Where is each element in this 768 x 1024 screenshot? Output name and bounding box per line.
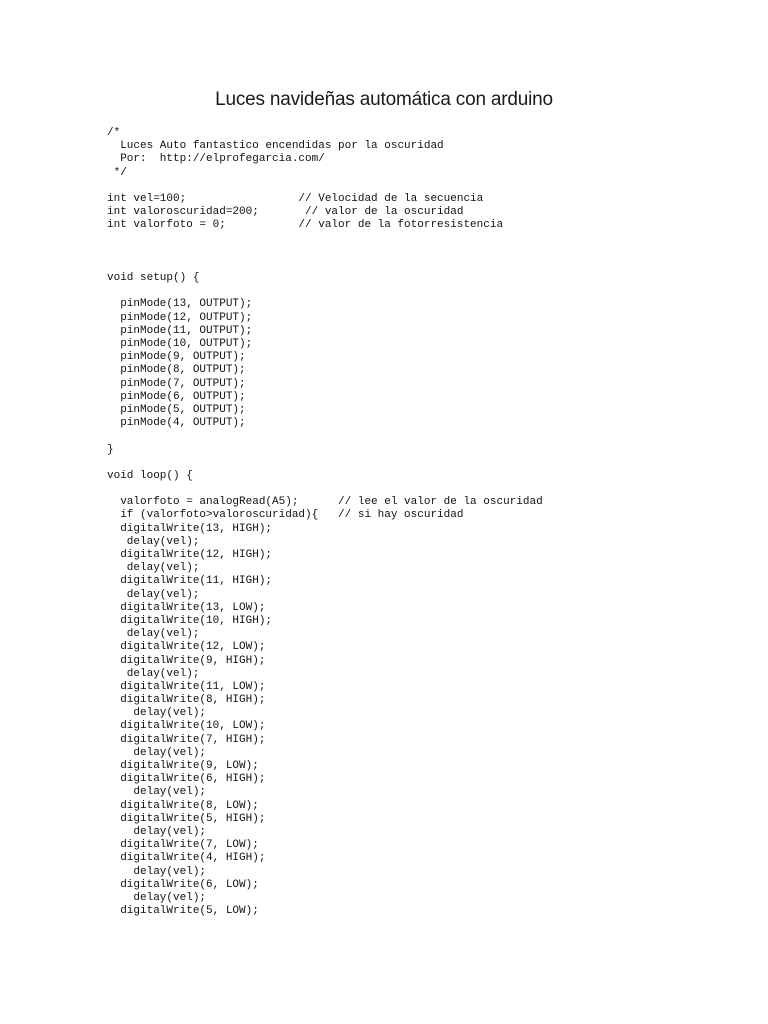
code-line: delay(vel); xyxy=(107,786,207,799)
code-line: delay(vel); xyxy=(107,562,200,575)
code-line: pinMode(12, OUTPUT); xyxy=(107,311,253,324)
code-line: digitalWrite(12, LOW); xyxy=(107,641,266,654)
code-line: int valoroscuridad=200; // valor de la oscuridad xyxy=(107,206,464,219)
code-line xyxy=(107,246,543,259)
code-line: delay(vel); xyxy=(107,535,200,548)
code-line: delay(vel); xyxy=(107,865,207,878)
code-line: */ xyxy=(107,166,127,179)
code-line: digitalWrite(12, HIGH); xyxy=(107,549,273,561)
code-line: digitalWrite(8, LOW); xyxy=(107,799,259,812)
code-line: void setup() { xyxy=(107,272,200,285)
code-line: delay(vel); xyxy=(107,667,200,680)
code-line: delay(vel); xyxy=(107,707,207,720)
code-line: delay(vel); xyxy=(107,588,200,601)
code-line: pinMode(4, OUTPUT); xyxy=(107,417,246,430)
code-line: valorfoto = analogRead(A5); // lee el valor de la oscuridad xyxy=(107,496,543,509)
code-line: digitalWrite(7, HIGH); xyxy=(107,733,266,746)
code-line: int valorfoto = 0; // valor de la fotorresistencia xyxy=(107,219,504,232)
code-line xyxy=(107,259,543,272)
code-line: digitalWrite(8, HIGH); xyxy=(107,694,266,707)
code-line: int vel=100; // Velocidad de la secuencia xyxy=(107,192,484,205)
code-block xyxy=(107,127,543,918)
code-line: digitalWrite(13, LOW); xyxy=(107,601,266,614)
code-line: digitalWrite(13, HIGH); xyxy=(107,522,273,535)
code-line: pinMode(13, OUTPUT); xyxy=(107,298,253,311)
code-line: digitalWrite(9, HIGH); xyxy=(107,654,266,667)
code-line: pinMode(6, OUTPUT); xyxy=(107,390,246,403)
code-line: delay(vel); xyxy=(107,746,207,759)
code-line: pinMode(11, OUTPUT); xyxy=(107,324,253,337)
code-line: digitalWrite(5, HIGH); xyxy=(107,812,266,825)
code-line: delay(vel); xyxy=(107,891,207,904)
code-line: pinMode(7, OUTPUT); xyxy=(107,377,246,390)
code-line: pinMode(8, OUTPUT); xyxy=(107,364,246,377)
code-line xyxy=(107,483,543,496)
code-line: digitalWrite(4, HIGH); xyxy=(107,852,266,865)
code-line: Luces Auto fantastico encendidas por la oscuridad xyxy=(107,140,444,153)
code-line: digitalWrite(9, LOW); xyxy=(107,760,259,772)
code-line: if (valorfoto>valoroscuridad){ // si hay oscuridad xyxy=(107,509,464,522)
code-line xyxy=(107,457,543,470)
code-line: digitalWrite(6, LOW); xyxy=(107,878,259,891)
code-line: digitalWrite(10, HIGH); xyxy=(107,614,273,627)
code-line xyxy=(107,180,543,193)
code-line: pinMode(9, OUTPUT); xyxy=(107,351,246,364)
code-line: /* xyxy=(107,127,121,139)
code-line: void loop() { xyxy=(107,469,193,482)
code-line: digitalWrite(6, HIGH); xyxy=(107,773,266,786)
code-line: digitalWrite(5, LOW); xyxy=(107,905,259,918)
code-line xyxy=(107,430,543,443)
code-line: delay(vel); xyxy=(107,628,200,641)
code-line: Por: http://elprofegarcia.com/ xyxy=(107,153,325,166)
code-line: pinMode(10, OUTPUT); xyxy=(107,338,253,350)
code-line: digitalWrite(7, LOW); xyxy=(107,839,259,852)
code-line: delay(vel); xyxy=(107,825,207,838)
document-title: Luces navideñas automática con arduino xyxy=(215,89,553,110)
code-line: } xyxy=(107,443,114,456)
code-line: digitalWrite(11, HIGH); xyxy=(107,575,273,588)
code-line: digitalWrite(10, LOW); xyxy=(107,720,266,733)
code-line xyxy=(107,285,543,298)
code-line xyxy=(107,233,543,246)
code-line: pinMode(5, OUTPUT); xyxy=(107,403,246,416)
code-line: digitalWrite(11, LOW); xyxy=(107,680,266,693)
